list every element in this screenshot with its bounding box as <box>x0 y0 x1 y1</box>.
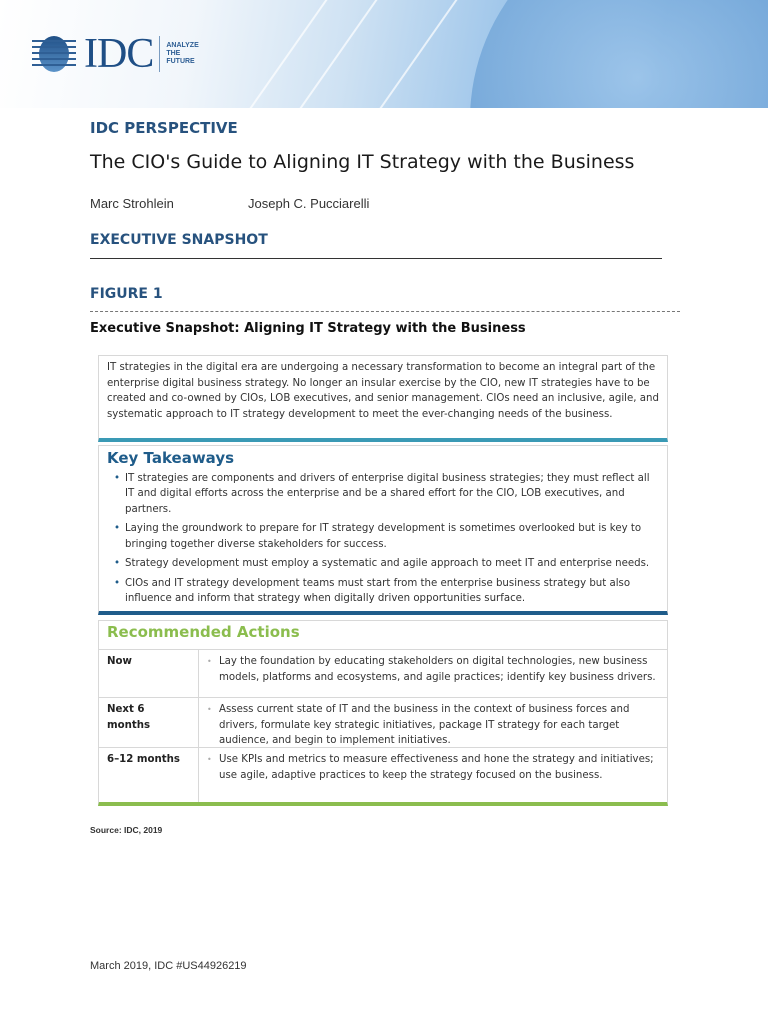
idc-logo <box>32 33 199 75</box>
summary-text: IT strategies in the digital era are undergoing a necessary transformation to become an integral part of the enterprise digital business strategy. No longer an insular exercise by the CIO, new IT strategies have to be created and co-owned by CIOs, LOB executives, and senior management. CIOs need an inclusive, agile, and systematic approach to IT strategy development to meet the ever-changing needs of the business. <box>107 362 659 420</box>
row-timeframe: Next 6 months <box>99 698 199 747</box>
row-timeframe: Now <box>99 650 199 697</box>
row-action: • Assess current state of IT and the business in the context of business forces and drivers, formulate key strategic initiatives, package IT strategy for each target audience, and begin to implement initiatives. <box>199 698 667 747</box>
list-item: • IT strategies are components and drivers of enterprise digital business strategies; they must reflect all IT and digital efforts across the enterprise and be a shared effort for the CIO, LOB executives, and partners. <box>107 471 659 518</box>
key-takeaways-box <box>98 445 668 615</box>
header-banner <box>0 0 768 108</box>
figure-label: FIGURE 1 <box>90 286 163 302</box>
idc-globe-icon <box>32 34 76 74</box>
logo-tagline: ANALYZE THE FUTURE <box>166 42 199 65</box>
globe-graphic <box>470 0 768 108</box>
row-action: • Use KPIs and metrics to measure effectiveness and hone the strategy and initiatives; use agile, adaptive practices to keep the strategy focused on the business. <box>199 748 667 802</box>
list-item: • CIOs and IT strategy development teams must start from the enterprise business strategy but also influence and inform that strategy when digitally driven opportunities surface. <box>107 576 659 607</box>
list-item: • Strategy development must employ a systematic and agile approach to meet IT and enterprise needs. <box>107 556 659 572</box>
row-action: • Lay the foundation by educating stakeholders on digital technologies, new business models, platforms and ecosystems, and agile practices; identify key business drivers. <box>199 650 667 697</box>
doc-label: IDC PERSPECTIVE <box>90 119 238 137</box>
section-heading: EXECUTIVE SNAPSHOT <box>90 232 268 248</box>
dashed-divider <box>90 311 680 312</box>
takeaways-heading: Key Takeaways <box>107 449 235 467</box>
page-footer: March 2019, IDC #US44926219 <box>90 960 247 972</box>
list-item: • Laying the groundwork to prepare for IT strategy development is sometimes overlooked but is key to bringing together diverse stakeholders for success. <box>107 521 659 552</box>
recommended-actions-box <box>98 620 668 806</box>
table-row <box>99 650 667 698</box>
summary-box <box>98 355 668 442</box>
logo-text: IDC <box>84 31 154 77</box>
divider <box>90 258 662 259</box>
source-note: Source: IDC, 2019 <box>90 825 163 835</box>
author-2: Joseph C. Pucciarelli <box>248 196 370 211</box>
actions-heading: Recommended Actions <box>99 621 667 650</box>
page-title: The CIO's Guide to Aligning IT Strategy with the Business <box>90 151 635 173</box>
row-timeframe: 6–12 months <box>99 748 199 802</box>
table-row <box>99 748 667 802</box>
author-1: Marc Strohlein <box>90 196 174 211</box>
table-row <box>99 698 667 748</box>
figure-caption: Executive Snapshot: Aligning IT Strategy with the Business <box>90 321 526 336</box>
